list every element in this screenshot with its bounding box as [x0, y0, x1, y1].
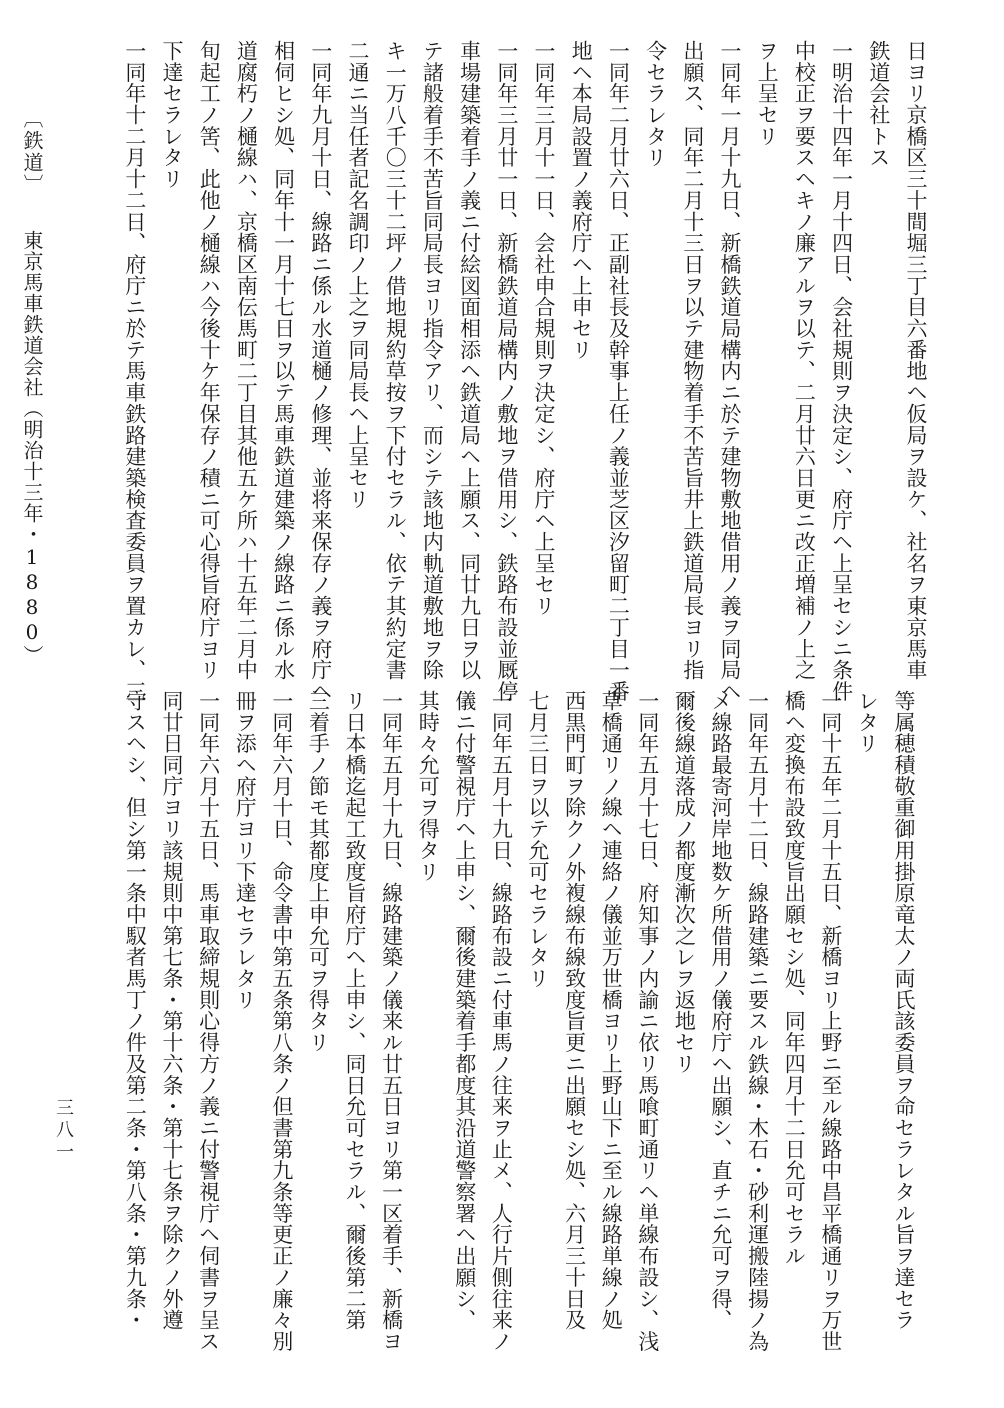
text-column: 旬起工ノ筈、此他ノ樋線ハ今後十ケ年保存ノ積ニ可心得旨府庁ヨリ	[197, 40, 222, 681]
running-title: 東京馬車鉄道会社（明治十三年・1880）	[20, 230, 44, 666]
text-column: 道腐朽ノ樋線ハ、京橋区南伝馬町二丁目其他五ケ所ハ十五年二月中	[234, 40, 259, 681]
page-number: 三八一	[53, 1098, 74, 1164]
running-header	[22, 108, 42, 708]
text-column: 出願ス、同年二月十三日ヲ以テ建物着手不苦旨井上鉄道局長ヨリ指	[680, 40, 705, 681]
text-column: レタリ	[855, 690, 880, 755]
text-column: 下達セラレタリ	[160, 40, 184, 190]
text-column: 等属穂積敬重御用掛原竜太ノ両氏該委員ヲ命セラレタル旨ヲ達セラ	[892, 690, 916, 1331]
text-column: 一同年十二月十二日、府庁ニ於テ馬車鉄路建築検査委員ヲ置カレ、三	[122, 40, 147, 702]
section-tag: 〔鉄道〕	[20, 108, 44, 196]
text-column: 一同年五月十九日、線路建築ノ儀来ル廿五日ヨリ第一区着手、新橋ヨ	[379, 690, 404, 1352]
text-column: 七月三日ヲ以テ允可セラレタリ	[526, 690, 550, 989]
text-column: 鉄道会社トス	[866, 40, 891, 169]
text-column: 草橋通リノ線ヘ連絡ノ儀並万世橋ヨリ上野山下ニ至ル線路単線ノ処	[599, 690, 624, 1331]
text-column: 一同年五月十二日、線路建築ニ要スル鉄線・木石・砂利運搬陸揚ノ為	[745, 690, 770, 1352]
text-column: 一同年五月十九日、線路布設ニ付車馬ノ往来ヲ止メ、人行片側往来ノ	[489, 690, 514, 1352]
text-column: 地ヘ本局設置ノ義府庁ヘ上申セリ	[569, 40, 594, 361]
text-column: 一同年五月十七日、府知事ノ内諭ニ依リ馬喰町通リヘ単線布設シ、浅	[635, 690, 660, 1352]
text-column: 三着手ノ節モ其都度上申允可ヲ得タリ	[306, 690, 331, 1053]
text-column: 一同年三月廿一日、新橋鉄道局構内ノ敷地ヲ借用シ、鉄路布設並厩停	[494, 40, 519, 702]
text-column: メ線路最寄河岸地数ケ所借用ノ儀府庁ヘ出願シ、直チニ允可ヲ得、	[709, 690, 733, 1331]
text-column: 一同年三月十一日、会社申合規則ヲ決定シ、府庁ヘ上呈セリ	[532, 40, 556, 617]
text-column: 橋ヘ変換布設致度旨出願セシ処、同年四月十二日允可セラル	[782, 690, 807, 1267]
text-column: 冊ヲ添ヘ府庁ヨリ下達セラレタリ	[233, 690, 258, 1011]
text-column: 一明治十四年一月十四日、会社規則ヲ決定シ、府庁ヘ上呈セシニ条件	[829, 40, 854, 702]
text-column: 一同年二月廿六日、正副社長及幹事上任ノ義並芝区汐留町二丁目一番	[606, 40, 631, 702]
upper-text-block	[96, 40, 928, 702]
text-column: キ一万八千〇三十二坪ノ借地規約草按ヲ下付セラル、依テ其約定書	[383, 40, 408, 681]
text-column: ヲ上呈セリ	[755, 40, 780, 147]
text-column: テ諸般着手不苦旨同局長ヨリ指令アリ、而シテ該地内軌道敷地ヲ除	[420, 40, 445, 681]
text-column: 儀ニ付警視庁ヘ上申シ、爾後建築着手都度其沿道警察署ヘ出願シ、	[452, 690, 477, 1331]
text-column: 西黒門町ヲ除クノ外複線布線致度旨更ニ出願セシ処、六月三十日及	[562, 690, 587, 1331]
lower-text-block	[96, 690, 916, 1352]
text-column: 一同年一月十九日、新橋鉄道局構内ニ於テ建物敷地借用ノ義ヲ同局ヘ	[718, 40, 742, 702]
text-column: 二通ニ当任者記名調印ノ上之ヲ同局長ヘ上呈セリ	[346, 40, 370, 510]
text-column: 相伺ヒシ処、同年十一月十七日ヲ以テ馬車鉄道建築ノ線路ニ係ル水	[271, 40, 296, 681]
text-column: 一同年六月十日、命令書中第五条第八条ノ但書第九条等更正ノ廉々別	[269, 690, 294, 1352]
text-column: 其時々允可ヲ得タリ	[416, 690, 441, 883]
text-column: 爾後線道落成ノ都度漸次之レヲ返地セリ	[672, 690, 697, 1075]
text-column: 同廿日同庁ヨリ該規則中第七条・第十六条・第十七条ヲ除クノ外遵	[160, 690, 184, 1331]
text-column: 一同年六月十五日、馬車取締規則心得方ノ義ニ付警視庁ヘ伺書ヲ呈ス	[196, 690, 221, 1352]
text-column: 一同年九月十日、線路ニ係ル水道樋ノ修理、並将来保存ノ義ヲ府庁ヘ	[308, 40, 333, 702]
text-column: 令セラレタリ	[643, 40, 668, 169]
text-column: 守スヘシ、但シ第一条中馭者馬丁ノ件及第二条・第八条・第九条・	[123, 690, 148, 1331]
text-column: リ日本橋迄起工致度旨府庁ヘ上申シ、同日允可セラル、爾後第二第	[343, 690, 367, 1331]
text-column: 中校正ヲ要スヘキノ廉アルヲ以テ、二月廿六日更ニ改正増補ノ上之	[792, 40, 817, 681]
text-column: 日ヨリ京橋区三十間堀三丁目六番地ヘ仮局ヲ設ケ、社名ヲ東京馬車	[904, 40, 928, 681]
text-column: 車場建築着手ノ義ニ付絵図面相添ヘ鉄道局ヘ上願ス、同廿九日ヲ以	[457, 40, 482, 681]
text-column: 一同十五年二月十五日、新橋ヨリ上野ニ至ル線路中昌平橋通リヲ万世	[818, 690, 843, 1352]
